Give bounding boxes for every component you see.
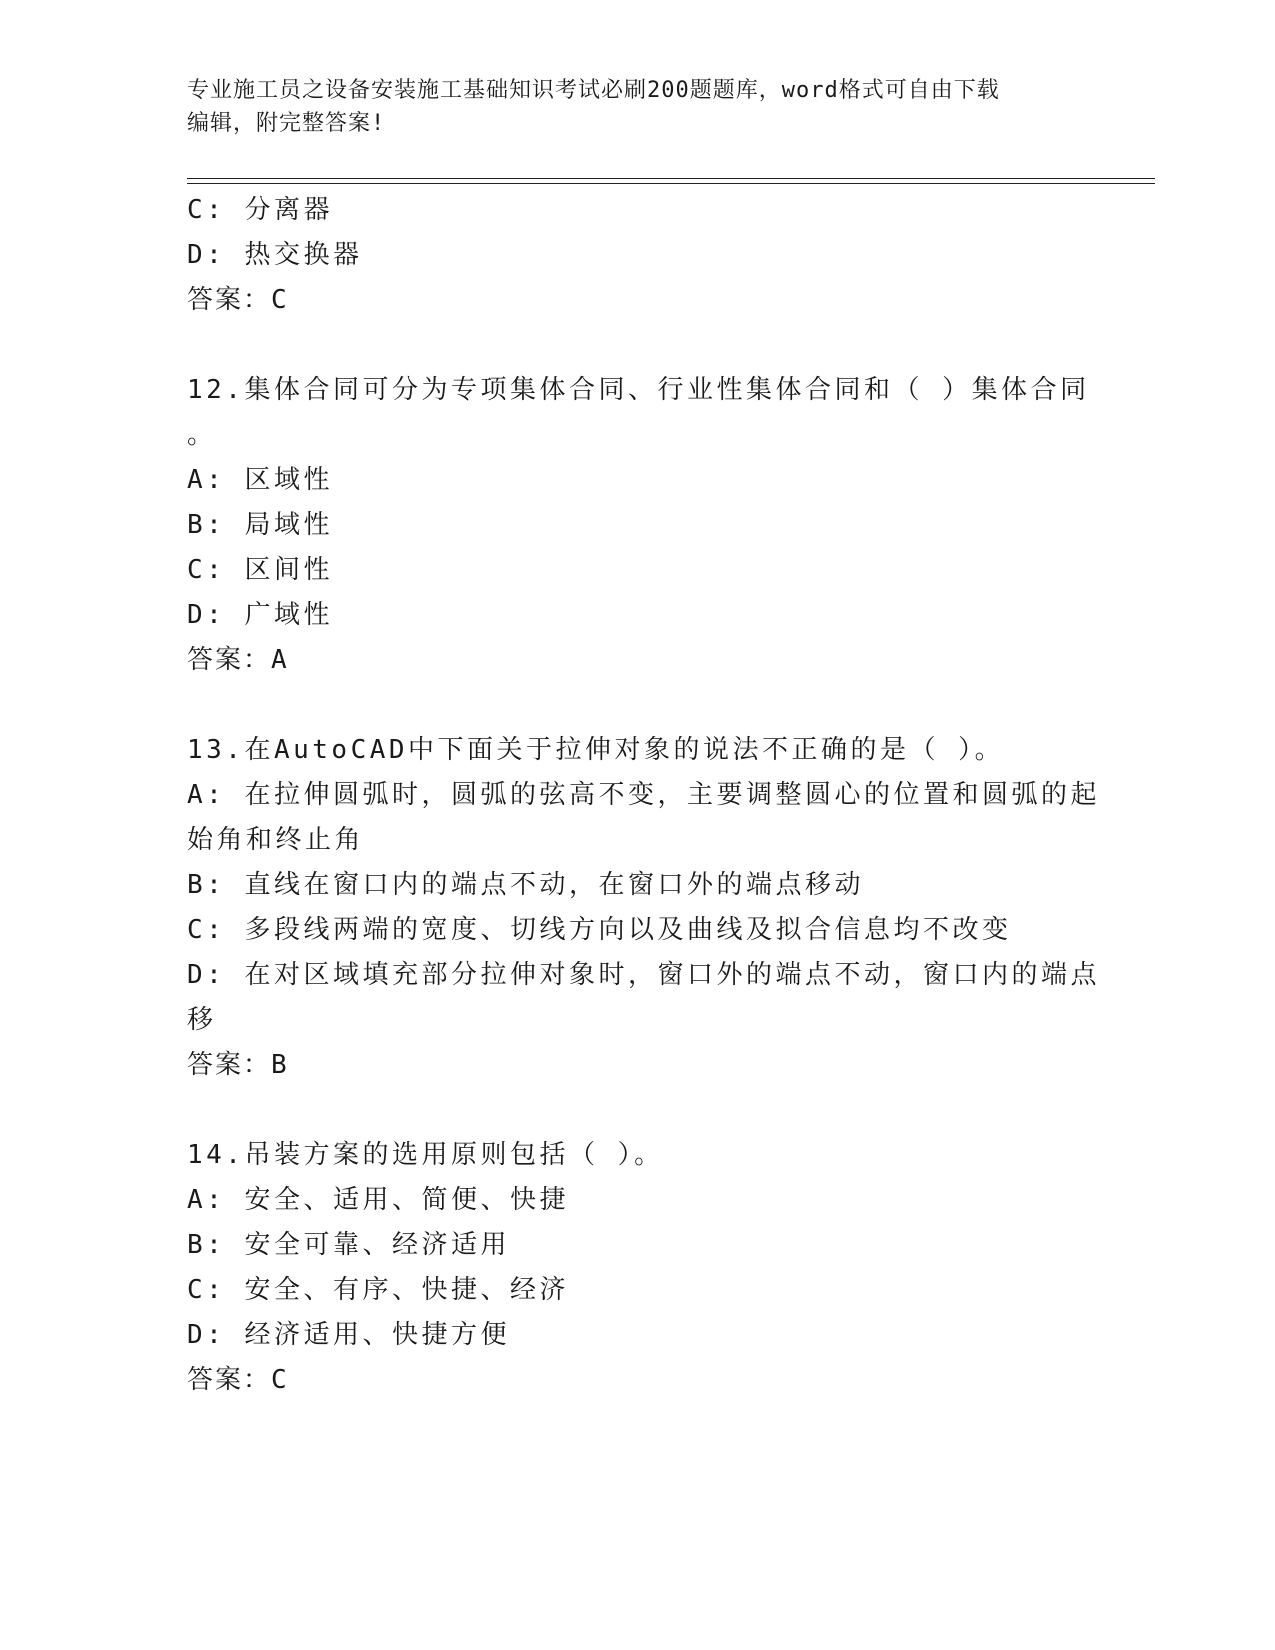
q13-answer: 答案：B	[187, 1050, 289, 1080]
q12-option-b: B: 局域性	[187, 510, 333, 540]
q11-option-d: D: 热交换器	[187, 240, 363, 270]
q13-option-a-line-1: A: 在拉伸圆弧时，圆弧的弦高不变，主要调整圆心的位置和圆弧的起	[187, 780, 1100, 810]
q12-option-a: A: 区域性	[187, 465, 333, 495]
q12-option-d: D: 广域性	[187, 600, 333, 630]
q13-option-d-line-1: D: 在对区域填充部分拉伸对象时，窗口外的端点不动，窗口内的端点	[187, 960, 1100, 990]
q11-option-c: C: 分离器	[187, 195, 333, 225]
q14-option-d: D: 经济适用、快捷方便	[187, 1320, 510, 1350]
document-header	[187, 74, 1087, 140]
q13-stem: 13.在AutoCAD中下面关于拉伸对象的说法不正确的是（ ）。	[187, 735, 1005, 765]
q12-option-c: C: 区间性	[187, 555, 333, 585]
q14-answer: 答案：C	[187, 1365, 289, 1395]
header-title-line-2: 编辑，附完整答案!	[187, 111, 386, 136]
q13-option-a-line-2: 始角和终止角	[187, 825, 365, 855]
q14-option-a: A: 安全、适用、简便、快捷	[187, 1185, 569, 1215]
q12-stem-line-2: 。	[187, 420, 217, 450]
header-title-line-1: 专业施工员之设备安装施工基础知识考试必刷200题题库，word格式可自由下载	[187, 78, 1000, 103]
header-divider-top	[187, 178, 1155, 179]
q13-option-d-line-2: 移	[187, 1005, 217, 1035]
q13-option-b: B: 直线在窗口内的端点不动，在窗口外的端点移动	[187, 870, 864, 900]
q14-option-b: B: 安全可靠、经济适用	[187, 1230, 510, 1260]
q14-stem: 14.吊装方案的选用原则包括（ ）。	[187, 1140, 664, 1170]
header-divider-bottom	[187, 183, 1155, 184]
q11-answer: 答案：C	[187, 285, 289, 315]
q12-answer: 答案：A	[187, 645, 289, 675]
q14-option-c: C: 安全、有序、快捷、经济	[187, 1275, 569, 1305]
q12-stem-line-1: 12.集体合同可分为专项集体合同、行业性集体合同和（ ）集体合同	[187, 375, 1090, 405]
q13-option-c: C: 多段线两端的宽度、切线方向以及曲线及拟合信息均不改变	[187, 915, 1012, 945]
